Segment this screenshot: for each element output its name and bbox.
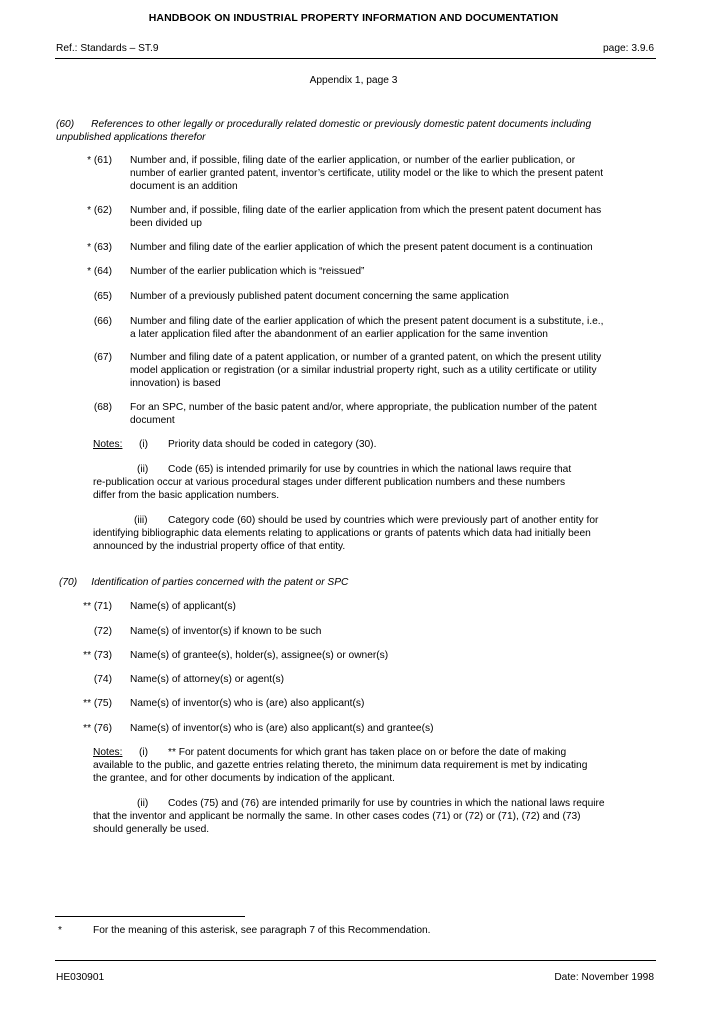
desc-66-line2: a later application filed after the abandonment of an earlier application for the same invention xyxy=(130,329,548,340)
note-60-i-num: (i) xyxy=(139,439,149,450)
desc-67-line3: innovation) is based xyxy=(130,378,221,389)
desc-61-line3: document is an addition xyxy=(130,181,238,192)
note-60-i-text: Priority data should be coded in category (30). xyxy=(168,439,377,450)
document-title: HANDBOOK ON INDUSTRIAL PROPERTY INFORMATION AND DOCUMENTATION xyxy=(148,12,559,24)
desc-71: Name(s) of applicant(s) xyxy=(130,601,236,612)
note-70-ii-first: Codes (75) and (76) are intended primarily for use by countries in which the national laws require xyxy=(168,798,605,809)
note-70-ii-line2: that the inventor and applicant be normally the same. In other cases codes (71) or (72) or (71), (72) and (73) xyxy=(93,811,581,822)
code-66: (66) xyxy=(93,316,112,327)
notes-label-60: Notes: xyxy=(93,439,123,450)
section-60-heading-line2: unpublished applications therefor xyxy=(56,132,206,143)
code-62: * (62) xyxy=(87,205,112,216)
note-60-iii-line2: identifying bibliographic data elements relating to applications or grants of patents which data had initially been xyxy=(93,528,591,539)
header-rule xyxy=(55,58,656,59)
note-60-iii-line3: announced by the industrial property office of that entity. xyxy=(93,541,346,552)
code-73: ** (73) xyxy=(83,650,112,661)
code-72: (72) xyxy=(93,626,112,637)
desc-62-line2: been divided up xyxy=(130,218,202,229)
note-60-ii-line2: re-publication occur at various procedural stages under different publication numbers and these numbers xyxy=(93,477,566,488)
note-70-i-num: (i) xyxy=(139,747,149,758)
desc-74: Name(s) of attorney(s) or agent(s) xyxy=(130,674,284,685)
note-60-ii-num: (ii) xyxy=(137,464,149,475)
desc-76: Name(s) of inventor(s) who is (are) also applicant(s) and grantee(s) xyxy=(130,723,434,734)
desc-75: Name(s) of inventor(s) who is (are) also applicant(s) xyxy=(130,698,365,709)
note-60-iii-num: (iii) xyxy=(134,515,148,526)
code-65: (65) xyxy=(93,291,112,302)
desc-62-line1: Number and, if possible, filing date of the earlier application from which the present patent document has xyxy=(130,205,602,216)
note-60-iii-first: Category code (60) should be used by countries which were previously part of another entity for xyxy=(168,515,599,526)
document-code: HE030901 xyxy=(56,972,105,983)
footer-rule xyxy=(55,960,656,961)
desc-61-line2: number of earlier granted patent, inventor’s certificate, utility model or the like to which the present patent xyxy=(130,168,604,179)
appendix-label: Appendix 1, page 3 xyxy=(309,75,398,86)
code-63: * (63) xyxy=(87,242,112,253)
footnote-rule xyxy=(55,916,245,917)
note-70-i-first: ** For patent documents for which grant has taken place on or before the date of making xyxy=(168,747,567,758)
desc-64-line1: Number of the earlier publication which is “reissued” xyxy=(130,266,365,277)
document-date: Date: November 1998 xyxy=(554,972,654,983)
code-75: ** (75) xyxy=(83,698,112,709)
desc-72: Name(s) of inventor(s) if known to be such xyxy=(130,626,322,637)
desc-68-line1: For an SPC, number of the basic patent and/or, where appropriate, the publication number of the patent xyxy=(130,402,597,413)
desc-65-line1: Number of a previously published patent document concerning the same application xyxy=(130,291,509,302)
code-67: (67) xyxy=(93,352,112,363)
code-74: (74) xyxy=(93,674,112,685)
code-61: * (61) xyxy=(87,155,112,166)
note-70-i-line2: available to the public, and gazette entries relating thereto, the minimum data requirement is met by indicating xyxy=(93,760,588,771)
note-70-ii-line3: should generally be used. xyxy=(93,824,210,835)
desc-68-line2: document xyxy=(130,415,175,426)
code-68: (68) xyxy=(93,402,112,413)
code-76: ** (76) xyxy=(83,723,112,734)
footnote-mark: * xyxy=(58,925,62,936)
note-70-ii-num: (ii) xyxy=(137,798,149,809)
section-60-heading-line1: (60) References to other legally or procedurally related domestic or previously domestic patent documents including xyxy=(56,119,592,130)
desc-67-line2: model application or registration (or a similar industrial property right, such as a utility certificate or utility xyxy=(130,365,597,376)
note-60-ii-line3: differ from the basic application numbers. xyxy=(93,490,280,501)
note-70-i-line3: the grantee, and for other documents by indication of the applicant. xyxy=(93,773,395,784)
notes-label-70: Notes: xyxy=(93,747,123,758)
note-60-ii-first: Code (65) is intended primarily for use by countries in which the national laws require that xyxy=(168,464,572,475)
desc-63-line1: Number and filing date of the earlier application of which the present patent document is a continuation xyxy=(130,242,593,253)
code-71: ** (71) xyxy=(83,601,112,612)
desc-61-line1: Number and, if possible, filing date of the earlier application, or number of the earlier publication, or xyxy=(130,155,576,166)
desc-67-line1: Number and filing date of a patent application, or number of a granted patent, on which the present utility xyxy=(130,352,602,363)
desc-73: Name(s) of grantee(s), holder(s), assignee(s) or owner(s) xyxy=(130,650,389,661)
footnote-text: For the meaning of this asterisk, see paragraph 7 of this Recommendation. xyxy=(93,925,431,936)
reference: Ref.: Standards – ST.9 xyxy=(56,43,159,54)
code-64: * (64) xyxy=(87,266,112,277)
desc-66-line1: Number and filing date of the earlier application of which the present patent document is a substitute, i.e., xyxy=(130,316,604,327)
page-number: page: 3.9.6 xyxy=(603,43,654,54)
section-70-heading: (70) Identification of parties concerned with the patent or SPC xyxy=(59,577,349,588)
